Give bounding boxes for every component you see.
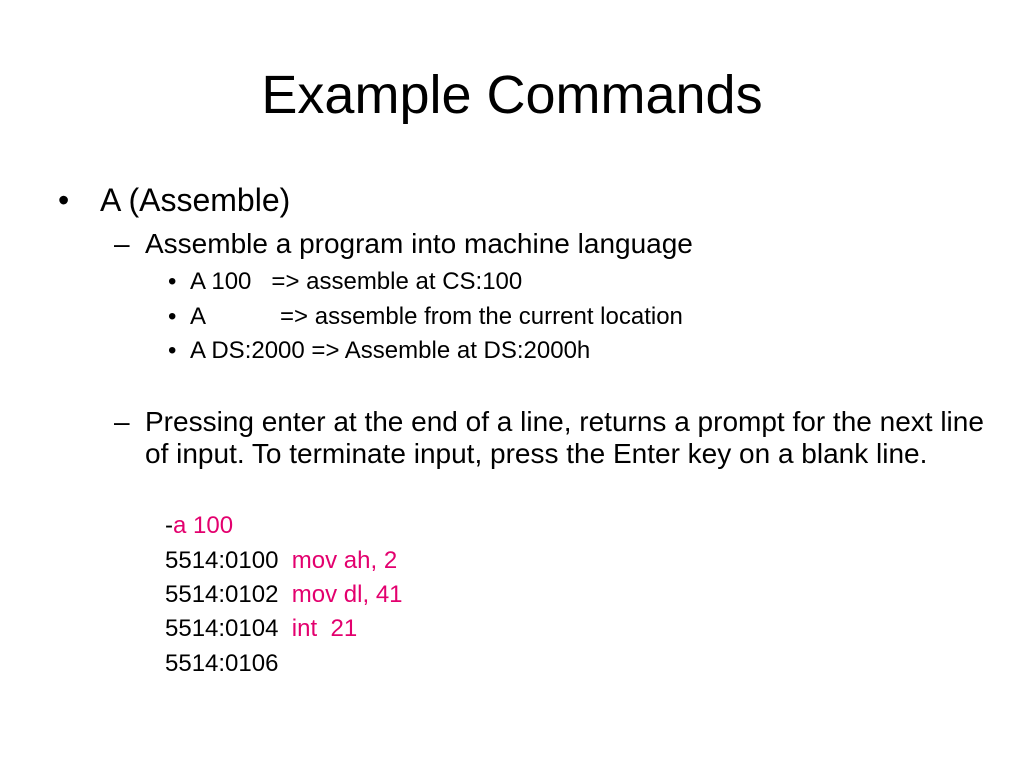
code-line: [165, 545, 397, 577]
bullet-marker: •: [58, 182, 70, 218]
example-description: => Assemble at DS:2000h: [311, 337, 591, 364]
example-command: A: [190, 303, 207, 330]
bullet-marker: •: [168, 268, 177, 295]
dash-marker: –: [114, 406, 130, 437]
code-line: [165, 510, 233, 542]
example-item: [168, 266, 522, 298]
code-prefix: -: [165, 512, 173, 539]
bullet-text: A (Assemble): [100, 182, 291, 218]
code-prefix: 5514:0102: [165, 581, 292, 608]
code-line: [165, 648, 278, 680]
code-input: mov dl, 41: [291, 581, 403, 608]
example-command: A DS:2000: [190, 337, 305, 364]
sub-bullet-text: Assemble a program into machine language: [145, 228, 693, 259]
slide-title: Example Commands: [261, 65, 763, 125]
example-separator: [251, 268, 264, 295]
code-line: [165, 579, 403, 611]
example-item: [168, 301, 683, 333]
example-command: A 100: [190, 268, 252, 295]
sub-bullet-instructions: [114, 406, 984, 470]
example-description: => assemble from the current location: [280, 303, 683, 330]
sub-bullet-description: [114, 228, 984, 260]
code-input: int 21: [291, 615, 358, 642]
example-description: => assemble at CS:100: [271, 268, 523, 295]
bullet-marker: •: [168, 337, 177, 364]
bullet-marker: •: [168, 303, 177, 330]
sub-bullet-text: Pressing enter at the end of a line, returns a prompt for the next line of input. To terminate input, press the Enter key on a blank line.: [145, 406, 984, 469]
code-prefix: 5514:0104: [165, 615, 292, 642]
example-item: [168, 335, 590, 367]
dash-marker: –: [114, 228, 130, 259]
code-input: mov ah, 2: [291, 547, 398, 574]
code-line: [165, 613, 357, 645]
code-prefix: 5514:0106: [165, 650, 279, 677]
code-prefix: 5514:0100: [165, 547, 292, 574]
code-input: a 100: [173, 512, 234, 539]
